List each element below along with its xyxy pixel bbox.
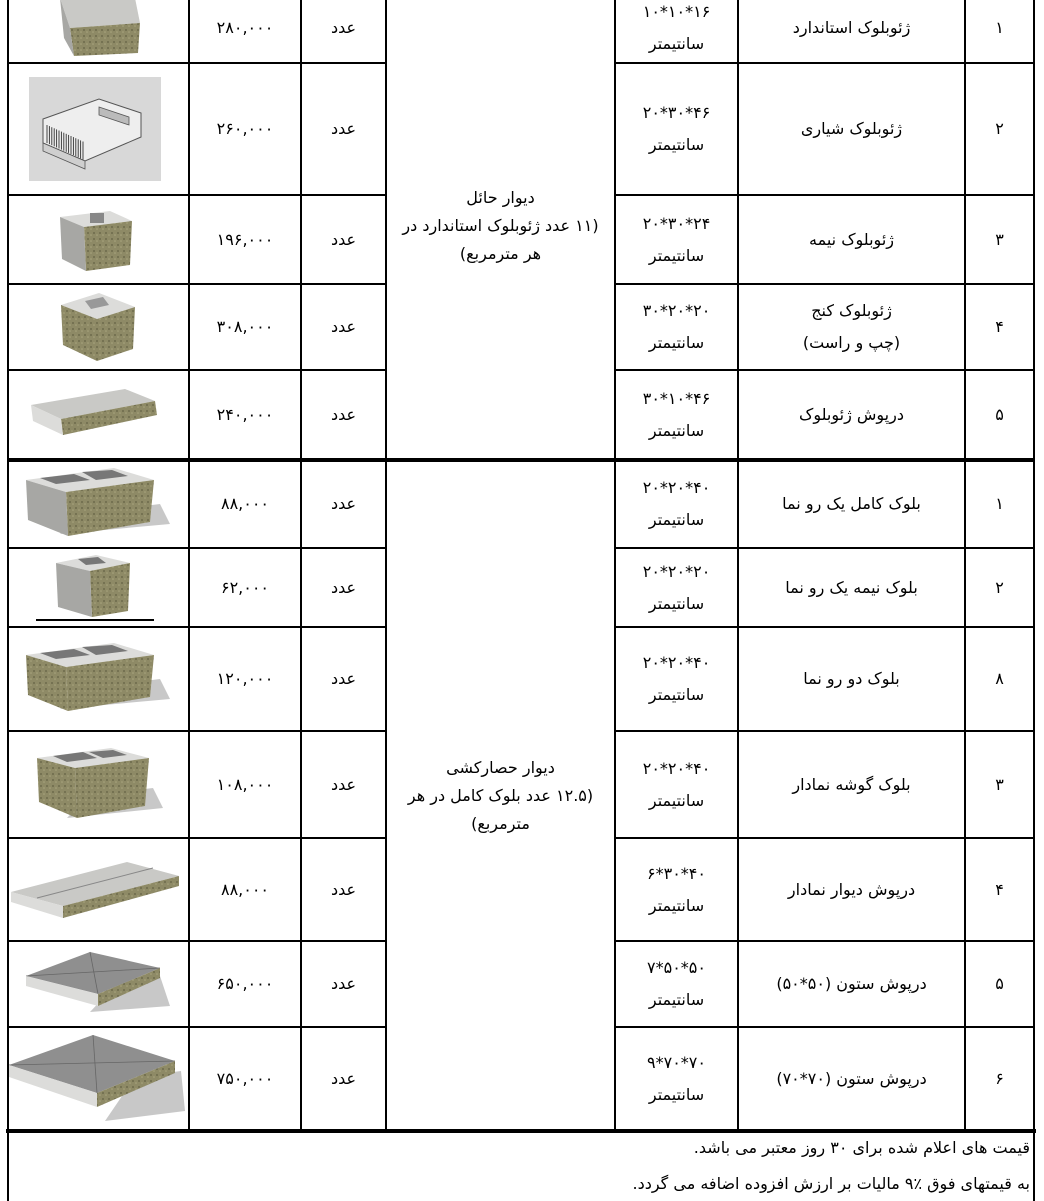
- row-number-cell: [965, 838, 1034, 941]
- price-cell: [189, 1027, 301, 1131]
- block-half-one-face-image: [0, 548, 189, 627]
- row-border: [615, 626, 1034, 628]
- group-border: [386, 458, 615, 462]
- product-name-cell: [738, 627, 965, 731]
- row-number: ۴: [995, 879, 1004, 899]
- price-value: ۷۵۰,۰۰۰: [216, 1069, 274, 1088]
- price-value: ۱۹۶,۰۰۰: [216, 229, 274, 249]
- dimensions-value: ۵۰*۵۰*۷: [647, 958, 706, 977]
- row-border: [615, 730, 1034, 732]
- dimensions-cell: [615, 460, 738, 548]
- unit-label: عدد: [330, 774, 357, 794]
- column-border: [964, 0, 966, 1131]
- price-cell: [189, 731, 301, 838]
- column-border: [300, 0, 302, 1131]
- price-value: ۸۸,۰۰۰: [220, 494, 270, 513]
- row-border: [8, 62, 301, 64]
- dimensions-unit: سانتیمتر: [648, 33, 705, 53]
- column-cap-50-image: [0, 941, 189, 1027]
- row-border: [615, 837, 1034, 839]
- dimensions-cell: [615, 63, 738, 195]
- row-number: ۲: [995, 119, 1004, 138]
- row-border: [301, 547, 386, 549]
- dimensions-cell: [615, 1027, 738, 1131]
- dimensions-cell: [615, 0, 738, 63]
- footnote: قیمت های اعلام شده برای ۳۰ روز معتبر می باشد.: [693, 1138, 1030, 1157]
- dimensions-unit: سانتیمتر: [648, 135, 705, 154]
- row-border: [615, 194, 1034, 196]
- unit-cell: [301, 941, 386, 1027]
- price-value: ۶۵۰,۰۰۰: [216, 974, 274, 993]
- price-value: ۲۴۰,۰۰۰: [216, 405, 274, 424]
- price-cell: [189, 838, 301, 941]
- dimensions-unit: سانتیمتر: [648, 990, 705, 1009]
- product-name: درپوش ژئوبلوک: [799, 405, 904, 424]
- price-cell: [189, 941, 301, 1027]
- unit-label: عدد: [330, 119, 357, 138]
- row-border: [615, 547, 1034, 549]
- row-number-cell: [965, 1027, 1034, 1131]
- price-value: ۲۸۰,۰۰۰: [216, 17, 274, 37]
- product-name: بلوک دو رو نما: [803, 669, 900, 688]
- row-border: [615, 62, 1034, 64]
- dimensions-value: ۲۰*۲۰*۲۰: [642, 561, 711, 581]
- price-cell: [189, 460, 301, 548]
- column-border: [385, 0, 387, 1131]
- product-name: ژئوبلوک استاندارد: [792, 17, 911, 37]
- product-name: ژئوبلوک کنج: [811, 301, 892, 320]
- product-name: ژئوبلوک شیاری: [800, 119, 903, 138]
- unit-cell: [301, 370, 386, 460]
- unit-label: عدد: [330, 879, 357, 899]
- row-border: [8, 458, 301, 462]
- row-border: [301, 369, 386, 371]
- unit-label: عدد: [330, 577, 357, 597]
- row-border: [8, 547, 301, 549]
- row-number: ۳: [995, 229, 1004, 249]
- product-name-cell: [738, 0, 965, 63]
- dimensions-unit: سانتیمتر: [648, 790, 705, 810]
- dimensions-value: ۴۰*۲۰*۲۰: [642, 653, 711, 672]
- product-name-cell: [738, 284, 965, 370]
- unit-cell: [301, 838, 386, 941]
- price-cell: [189, 0, 301, 63]
- price-value: ۱۲۰,۰۰۰: [216, 669, 274, 688]
- usage-title: دیوار حائل: [466, 188, 535, 207]
- dimensions-value: ۴۶*۳۰*۲۰: [642, 103, 711, 122]
- geoblock-grooved-image: [0, 63, 189, 195]
- footnote: به قیمتهای فوق ٪۹ مالیات بر ارزش افزوده اضافه می گردد.: [632, 1174, 1030, 1193]
- row-border: [8, 369, 301, 371]
- dimensions-cell: [615, 731, 738, 838]
- product-name-cell: [738, 838, 965, 941]
- geoblock-standard-image: [0, 0, 189, 63]
- row-border: [8, 626, 301, 628]
- row-border: [301, 283, 386, 285]
- dimensions-unit: سانتیمتر: [648, 1085, 705, 1104]
- row-border: [8, 1026, 301, 1028]
- price-value: ۶۲,۰۰۰: [220, 577, 270, 597]
- product-name-note: (چپ و راست): [802, 333, 901, 352]
- dimensions-cell: [615, 195, 738, 284]
- usage-cell: [386, 460, 615, 1131]
- row-border: [8, 730, 301, 732]
- unit-cell: [301, 731, 386, 838]
- row-number-cell: [965, 731, 1034, 838]
- row-border: [301, 458, 386, 462]
- block-corner-image: [0, 731, 189, 838]
- dimensions-value: ۲۴*۳۰*۲۰: [642, 213, 711, 233]
- product-name-cell: [738, 63, 965, 195]
- unit-cell: [301, 548, 386, 627]
- row-border: [301, 730, 386, 732]
- price-cell: [189, 627, 301, 731]
- row-border: [301, 837, 386, 839]
- column-border: [7, 0, 9, 1131]
- row-number-cell: [965, 548, 1034, 627]
- dimensions-unit: سانتیمتر: [648, 245, 705, 265]
- row-number: ۱: [995, 17, 1004, 37]
- row-border: [615, 940, 1034, 942]
- row-number: ۳: [995, 774, 1004, 794]
- dimensions-cell: [615, 627, 738, 731]
- dimensions-unit: سانتیمتر: [648, 421, 705, 440]
- row-number-cell: [965, 195, 1034, 284]
- product-name: بلوک گوشه نمادار: [792, 774, 911, 794]
- usage-detail: (۱۱ عدد ژئوبلوک استاندارد در هر مترمربع): [402, 216, 599, 263]
- row-number: ۸: [995, 669, 1004, 688]
- dimensions-value: ۴۰*۲۰*۲۰: [642, 478, 711, 497]
- unit-label: عدد: [330, 669, 357, 688]
- price-cell: [189, 63, 301, 195]
- price-cell: [189, 548, 301, 627]
- row-number: ۶: [995, 1069, 1004, 1088]
- unit-label: عدد: [330, 974, 357, 993]
- dimensions-value: ۴۶*۱۰*۳۰: [642, 389, 711, 408]
- dimensions-cell: [615, 838, 738, 941]
- usage-cell: [386, 0, 615, 460]
- row-border: [615, 283, 1034, 285]
- unit-cell: [301, 460, 386, 548]
- usage-detail: (۱۲.۵ عدد بلوک کامل در هر مترمربع): [407, 785, 594, 833]
- unit-label: عدد: [330, 317, 357, 336]
- row-border: [301, 1026, 386, 1028]
- price-value: ۸۸,۰۰۰: [220, 879, 270, 899]
- dimensions-value: ۴۰*۲۰*۲۰: [642, 758, 711, 778]
- dimensions-unit: سانتیمتر: [648, 333, 705, 352]
- dimensions-cell: [615, 941, 738, 1027]
- notes-border-right: [1033, 1131, 1035, 1201]
- row-number: ۵: [995, 405, 1004, 424]
- price-cell: [189, 284, 301, 370]
- row-border: [8, 837, 301, 839]
- dimensions-cell: [615, 284, 738, 370]
- unit-label: عدد: [330, 405, 357, 424]
- block-full-one-face-image: [0, 460, 189, 548]
- price-value: ۲۶۰,۰۰۰: [216, 119, 274, 138]
- unit-cell: [301, 0, 386, 63]
- row-number-cell: [965, 63, 1034, 195]
- row-number-cell: [965, 370, 1034, 460]
- row-number-cell: [965, 627, 1034, 731]
- price-cell: [189, 370, 301, 460]
- row-number: ۲: [995, 577, 1004, 597]
- row-number-cell: [965, 284, 1034, 370]
- product-name-cell: [738, 460, 965, 548]
- product-name-cell: [738, 1027, 965, 1131]
- product-name-cell: [738, 548, 965, 627]
- unit-cell: [301, 627, 386, 731]
- dimensions-unit: سانتیمتر: [648, 895, 705, 915]
- row-number: ۵: [995, 974, 1004, 993]
- unit-cell: [301, 63, 386, 195]
- dimensions-cell: [615, 370, 738, 460]
- dimensions-unit: سانتیمتر: [648, 685, 705, 704]
- dimensions-value: ۴۰*۳۰*۶: [647, 863, 706, 883]
- column-cap-70-image: [0, 1027, 189, 1131]
- row-border: [615, 458, 1034, 462]
- unit-label: عدد: [330, 229, 357, 249]
- column-border: [614, 0, 616, 1131]
- product-name-cell: [738, 195, 965, 284]
- row-number: ۴: [995, 317, 1004, 336]
- column-border: [188, 0, 190, 1131]
- unit-cell: [301, 195, 386, 284]
- row-border: [8, 194, 301, 196]
- wall-cap-image: [0, 838, 189, 941]
- product-name-cell: [738, 941, 965, 1027]
- price-value: ۳۰۸,۰۰۰: [216, 317, 274, 336]
- product-name: درپوش دیوار نمادار: [787, 879, 916, 899]
- dimensions-value: ۱۶*۱۰*۱۰: [642, 1, 711, 21]
- price-value: ۱۰۸,۰۰۰: [216, 774, 274, 794]
- row-border: [8, 283, 301, 285]
- row-number-cell: [965, 941, 1034, 1027]
- row-number: ۱: [995, 494, 1004, 513]
- unit-label: عدد: [330, 1069, 357, 1088]
- column-border: [737, 0, 739, 1131]
- dimensions-unit: سانتیمتر: [648, 593, 705, 613]
- column-border: [1033, 0, 1035, 1131]
- table-bottom-border: [6, 1129, 1036, 1133]
- dimensions-value: ۲۰*۲۰*۳۰: [642, 301, 711, 320]
- row-number-cell: [965, 0, 1034, 63]
- product-name: بلوک کامل یک رو نما: [782, 494, 921, 513]
- product-name: ژئوبلوک نیمه: [809, 229, 894, 249]
- row-border: [301, 62, 386, 64]
- row-number-cell: [965, 460, 1034, 548]
- row-border: [615, 1026, 1034, 1028]
- price-cell: [189, 195, 301, 284]
- dimensions-unit: سانتیمتر: [648, 510, 705, 529]
- unit-cell: [301, 284, 386, 370]
- product-name: درپوش ستون (۵۰*۵۰): [776, 974, 927, 993]
- product-name: بلوک نیمه یک رو نما: [785, 577, 918, 597]
- row-border: [301, 626, 386, 628]
- geoblock-cap-image: [0, 370, 189, 460]
- product-name-cell: [738, 370, 965, 460]
- product-name-cell: [738, 731, 965, 838]
- unit-label: عدد: [330, 17, 357, 37]
- row-border: [8, 940, 301, 942]
- row-border: [301, 194, 386, 196]
- product-name: درپوش ستون (۷۰*۷۰): [776, 1069, 927, 1088]
- unit-label: عدد: [330, 494, 357, 513]
- unit-cell: [301, 1027, 386, 1131]
- usage-title: دیوار حصارکشی: [446, 757, 555, 777]
- geoblock-corner-image: [0, 284, 189, 370]
- row-border: [301, 940, 386, 942]
- notes-border-left: [7, 1131, 9, 1201]
- block-two-face-image: [0, 627, 189, 731]
- geoblock-half-image: [0, 195, 189, 284]
- row-border: [615, 369, 1034, 371]
- dimensions-value: ۷۰*۷۰*۹: [647, 1053, 706, 1072]
- dimensions-cell: [615, 548, 738, 627]
